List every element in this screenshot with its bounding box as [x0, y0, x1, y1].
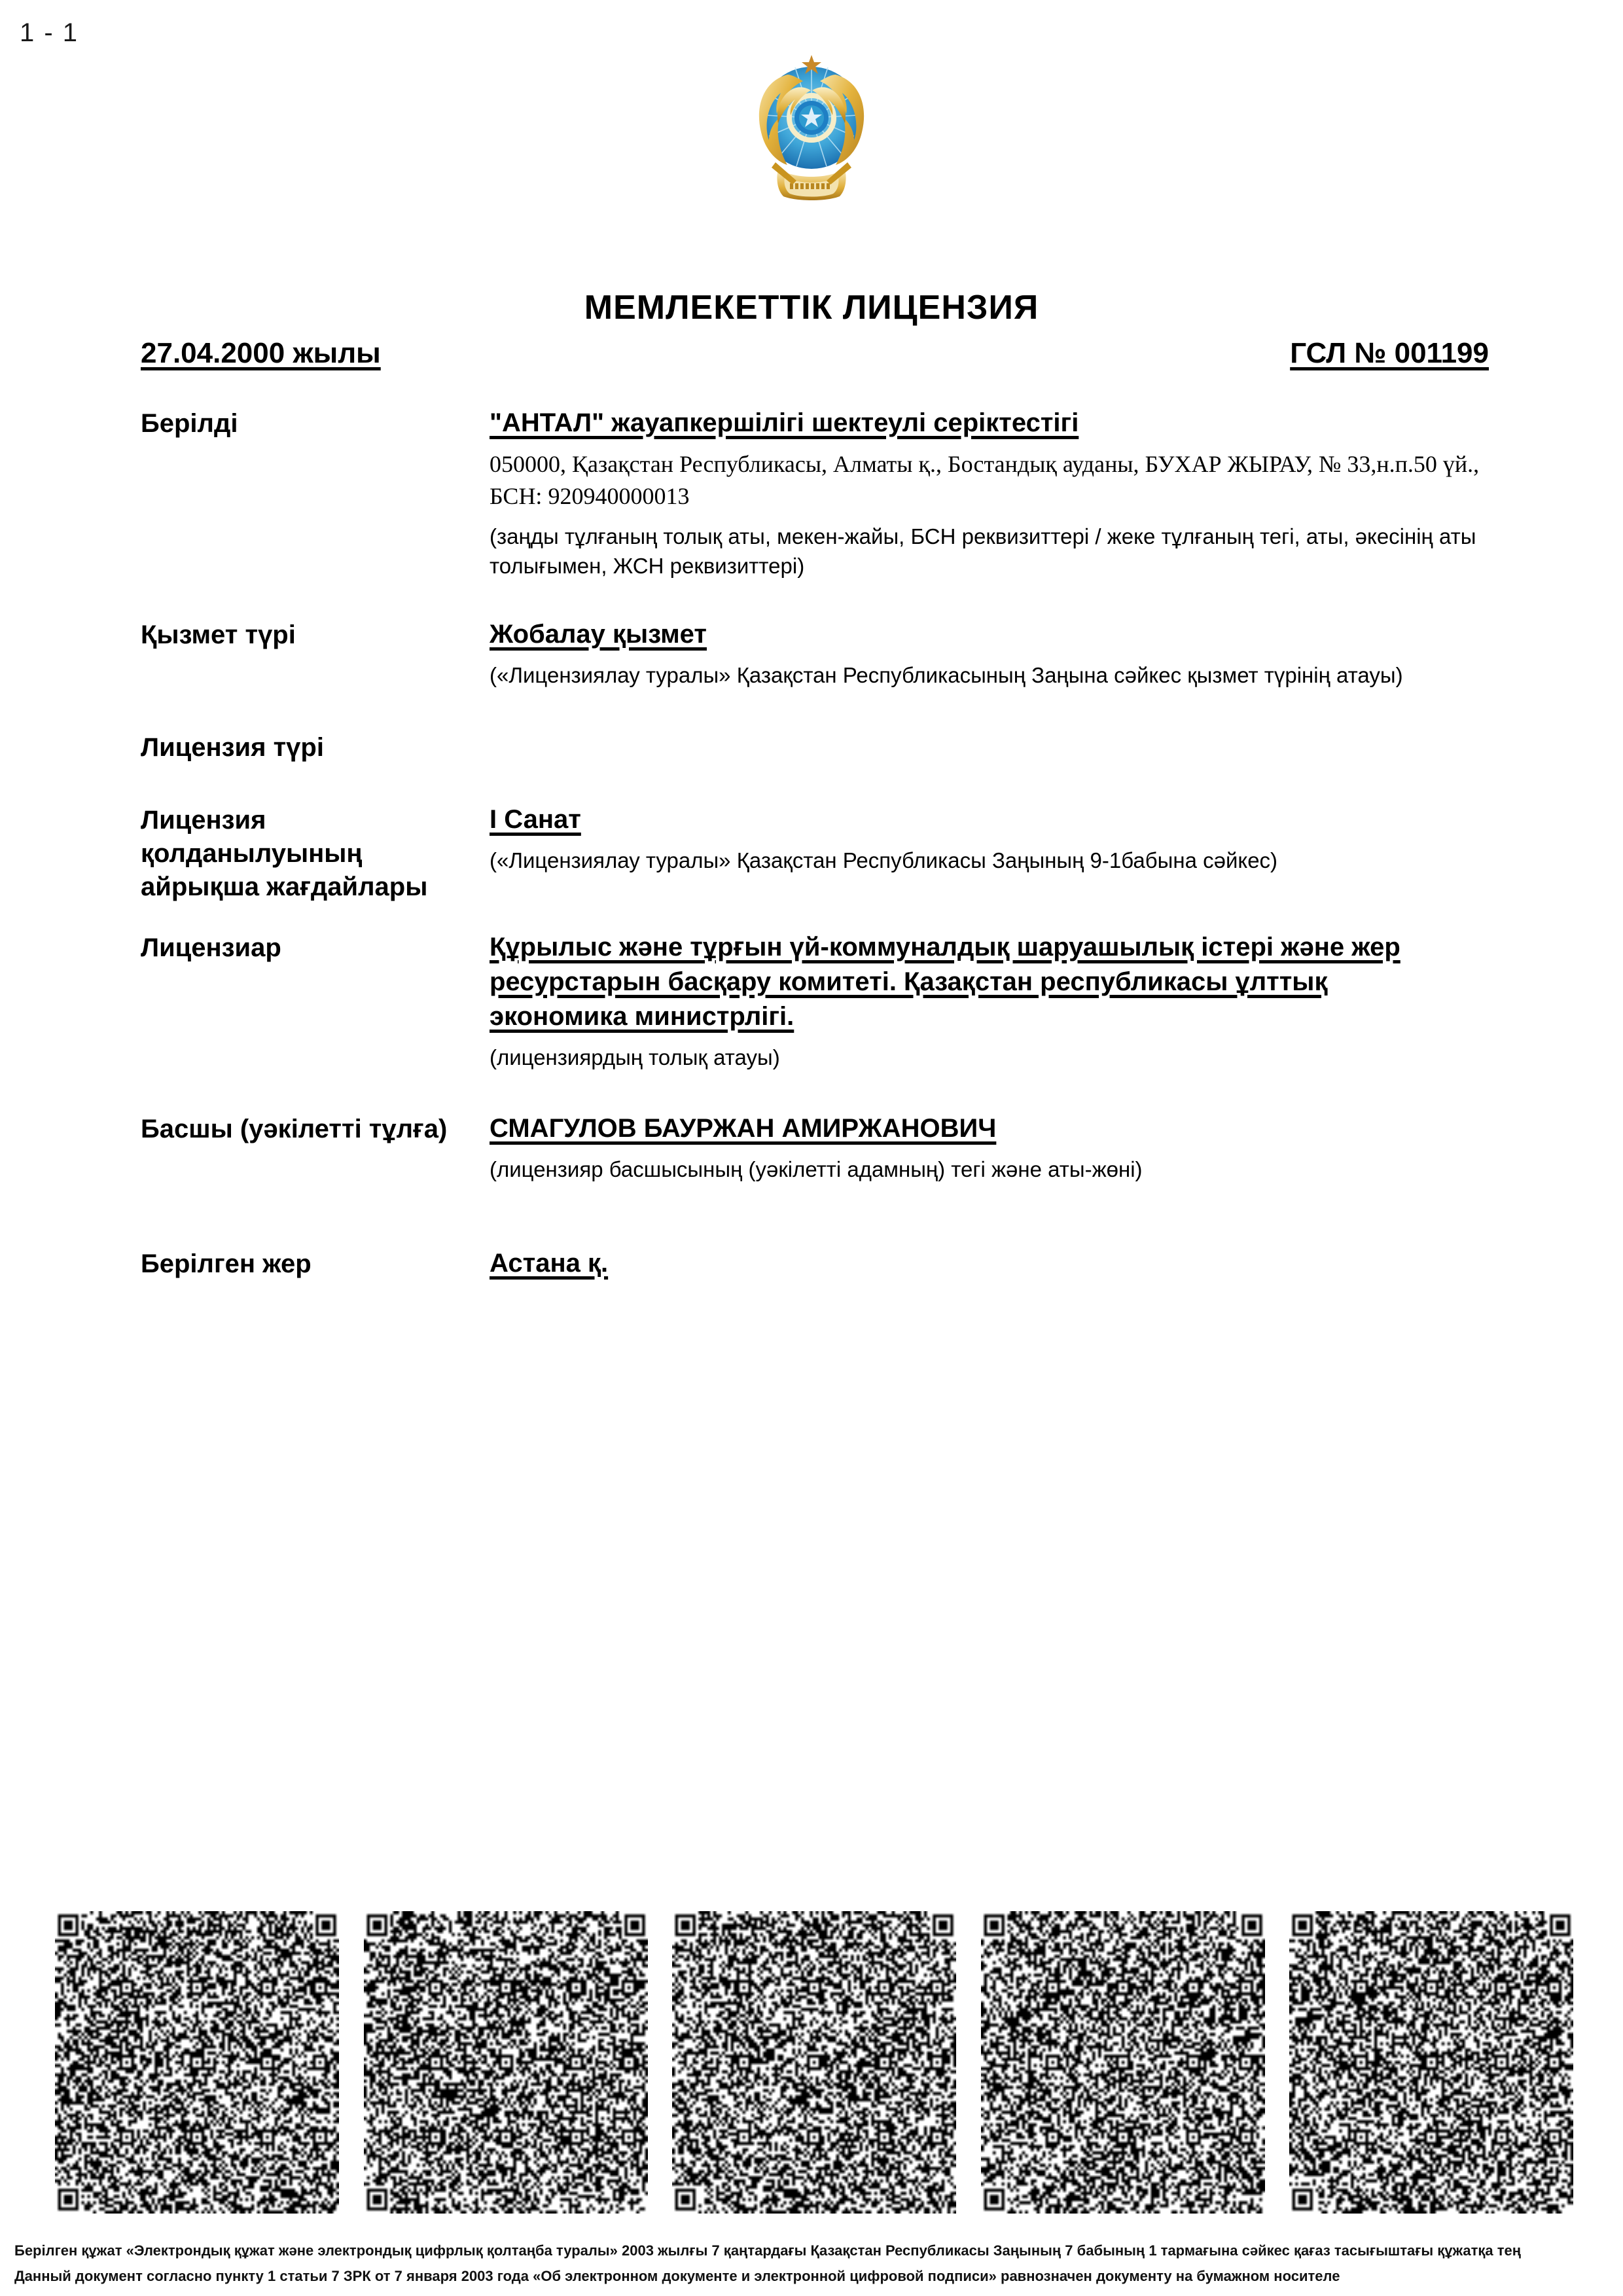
spacer: [141, 1072, 1495, 1111]
emblem-container: [0, 41, 1623, 221]
head-value: СМАГУЛОВ БАУРЖАН АМИРЖАНОВИЧ: [490, 1114, 997, 1143]
spacer: [141, 581, 1495, 617]
field-body-issued-to: [490, 406, 1495, 581]
spacer: [141, 904, 1495, 930]
field-label-special-conditions: [141, 802, 490, 905]
signature-qr-code: [55, 1911, 339, 2214]
page-index: 1 - 1: [20, 18, 79, 47]
field-body-place-issued: [490, 1246, 1495, 1281]
licensor-note: (лицензиярдың толық атауы): [490, 1045, 780, 1069]
field-label-issued-to: Берілді: [141, 409, 238, 438]
licensor-value-line1: Құрылыс және тұрғын үй-коммуналдық шаруашылық істері және жер: [490, 933, 1400, 962]
special-conditions-note: («Лицензиялау туралы» Қазақстан Республикасы Заңының 9-1бабына сәйкес): [490, 848, 1278, 872]
qr-code-row: [55, 1911, 1573, 2214]
activity-type-value: Жобалау қызмет: [490, 620, 707, 649]
legal-footer: [14, 2238, 1609, 2289]
field-label-special-conditions-line2: қолданылуының: [141, 838, 363, 868]
signature-qr-code: [364, 1911, 648, 2214]
special-conditions-value: I Санат: [490, 804, 581, 834]
field-body-licensor: [490, 930, 1495, 1072]
field-head: [141, 1111, 1495, 1184]
field-label-license-type: Лицензия түрі: [141, 732, 324, 762]
field-place-issued: [141, 1246, 1495, 1281]
head-note: (лицензияр басшысының (уәкілетті адамның) тегі және аты-жөні): [490, 1157, 1143, 1182]
signature-qr-code: [1289, 1911, 1573, 2214]
legal-footer-ru: Данный документ согласно пункту 1 статьи 7 ЗРК от 7 января 2003 года «Об электронном документе и электронной цифровой подписи» равнозначен документу на бумажном носителе: [14, 2267, 1340, 2284]
issued-to-address: 050000, Қазақстан Республикасы, Алматы қ., Бостандық ауданы, БУХАР ЖЫРАУ, № 33,н.п.50 үй., БСН: 920940000013: [490, 450, 1480, 510]
issued-to-note: (заңды тұлғаның толық аты, мекен-жайы, БСН реквизиттері / жеке тұлғаның тегі, аты, әкесінің аты толығымен, ЖСН реквизиттері): [490, 524, 1476, 578]
kazakhstan-coat-of-arms-icon: [749, 41, 874, 217]
field-body-special-conditions: [490, 802, 1495, 875]
spacer: [141, 691, 1495, 730]
field-license-type: [141, 730, 1495, 764]
license-fields: [141, 406, 1495, 1281]
issue-date: 27.04.2000 жылы: [141, 337, 381, 369]
document-title: МЕМЛЕКЕТТІК ЛИЦЕНЗИЯ: [584, 289, 1039, 327]
signature-qr-code: [981, 1911, 1265, 2214]
spacer: [141, 1224, 1495, 1246]
activity-type-note: («Лицензиялау туралы» Қазақстан Республикасының Заңына сәйкес қызмет түрінің атауы): [490, 663, 1403, 688]
spacer: [141, 1185, 1495, 1224]
field-label-special-conditions-line3: айрықша жағдайлары: [141, 872, 428, 902]
field-body-activity-type: [490, 617, 1495, 690]
issued-to-value: "АНТАЛ" жауапкершілігі шектеулі серіктестігі: [490, 408, 1079, 437]
field-label-place-issued: Берілген жер: [141, 1249, 312, 1278]
license-number: ГСЛ № 001199: [1290, 337, 1489, 369]
licensor-value-line3: экономика министрлігі.: [490, 1001, 794, 1031]
field-activity-type: [141, 617, 1495, 690]
field-issued-to: [141, 406, 1495, 581]
field-label-head: Басшы (уәкілетті тұлға): [141, 1115, 448, 1144]
place-issued-value: Астана қ.: [490, 1248, 609, 1278]
licensor-value-line2: ресурстарын басқару комитеті. Қазақстан республикасы ұлттық: [490, 967, 1328, 997]
field-licensor: [141, 930, 1495, 1072]
document-meta-row: [141, 337, 1489, 370]
field-body-head: [490, 1111, 1495, 1184]
field-label-special-conditions-line1: Лицензия: [141, 805, 266, 834]
signature-qr-code: [672, 1911, 956, 2214]
legal-footer-kk: Берілген құжат «Электрондық құжат және электрондық цифрлық қолтаңба туралы» 2003 жылғы 7 қаңтардағы Қазақстан Республикасы Заңының 7 бабының 1 тармағына сәйкес қағаз тасығыштағы құжатқа тең: [14, 2242, 1522, 2259]
spacer: [141, 764, 1495, 802]
field-special-conditions: [141, 802, 1495, 905]
field-label-licensor: Лицензиар: [141, 933, 281, 963]
field-label-activity-type: Қызмет түрі: [141, 620, 296, 650]
